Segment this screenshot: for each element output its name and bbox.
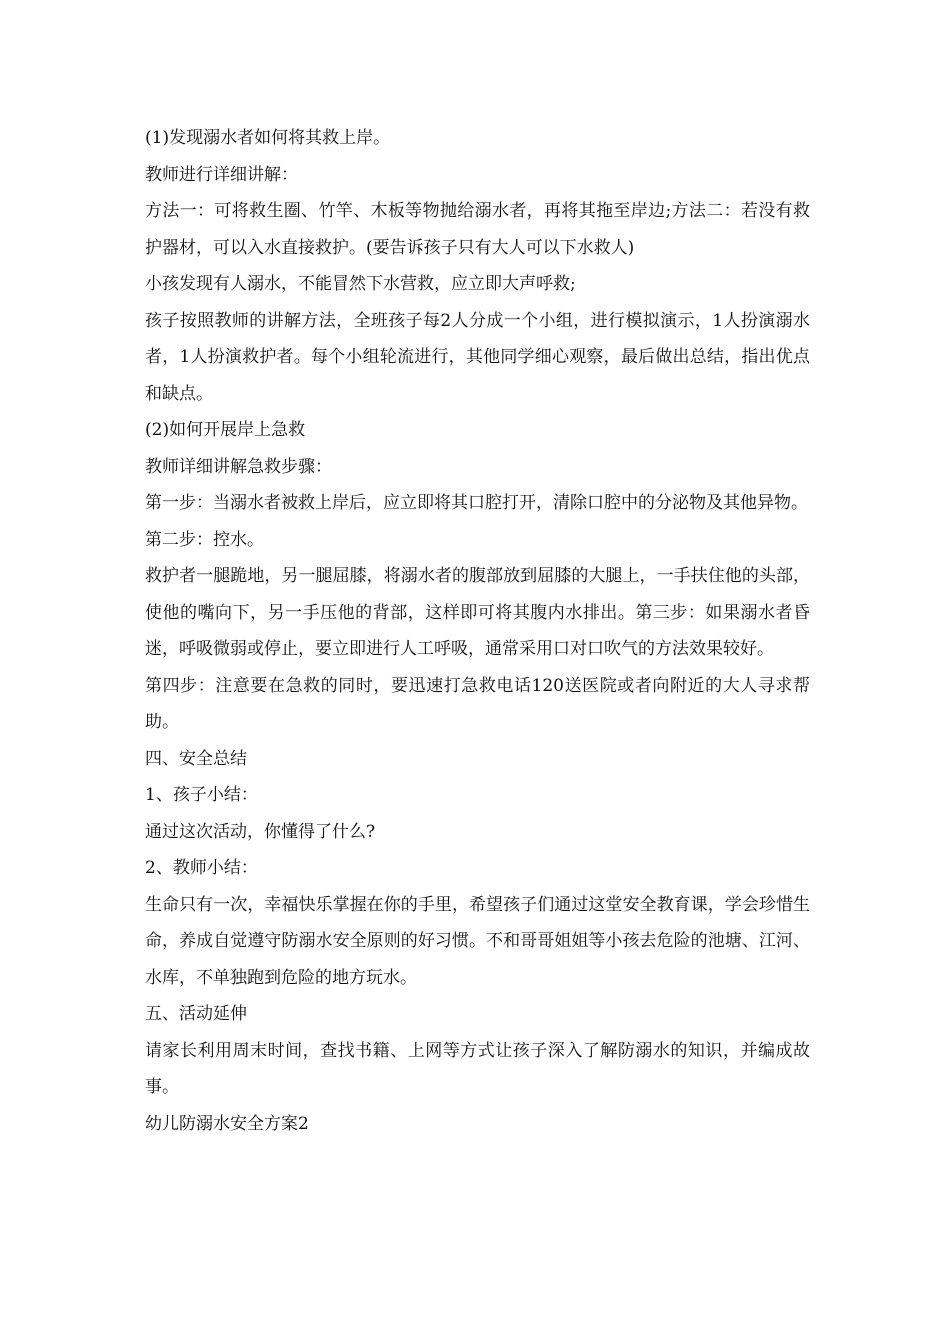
paragraph-first-aid-steps-intro: 教师详细讲解急救步骤： (145, 456, 332, 477)
paragraph-teacher-summary: 生命只有一次，幸福快乐掌握在你的手里，希望孩子们通过这堂安全教育课，学会珍惜生命，养成自觉遵守防溺水安全原则的好习惯。不和哥哥姐姐等小孩去危险的池塘、江河、水库，不单独跑到危险的地方玩水。 (145, 894, 810, 988)
paragraph-step-two: 第二步：控水。 (145, 529, 264, 550)
paragraph-rescue-heading: (1)发现溺水者如何将其救上岸。 (145, 128, 391, 148)
paragraph-step-one: 第一步：当溺水者被救上岸后，应立即将其口腔打开，清除口腔中的分泌物及其他异物。 (145, 493, 808, 513)
paragraph-teacher-summary-label: 2、教师小结： (145, 858, 258, 878)
paragraph-group-demo: 孩子按照教师的讲解方法，全班孩子每2人分成一个小组，进行模拟演示，1人扮演溺水者，1人扮演救护者。每个小组轮流进行，其他同学细心观察，最后做出总结，指出优点和缺点。 (145, 310, 810, 404)
paragraph-call-for-help: 小孩发现有人溺水，不能冒然下水营救，应立即大声呼救; (145, 274, 576, 294)
paragraph-drain-water: 救护者一腿跪地，另一腿屈膝，将溺水者的腹部放到屈膝的大腿上，一手扶住他的头部，使他的嘴向下，另一手压他的背部，这样即可将其腹内水排出。第三步：如果溺水者昏迷，呼吸微弱或停止，要立即进行人工呼吸，通常采用口对口吹气的方法效果较好。 (145, 566, 810, 659)
section-heading-activity-extension: 五、活动延伸 (145, 1004, 247, 1024)
paragraph-teacher-explains: 教师进行详细讲解： (145, 164, 298, 185)
paragraph-rescue-methods: 方法一：可将救生圈、竹竿、木板等物抛给溺水者，再将其拖至岸边;方法二：若没有救护器材，可以入水直接救护。(要告诉孩子只有大人可以下水救人) (145, 201, 810, 258)
paragraph-first-aid-heading: (2)如何开展岸上急救 (145, 420, 306, 440)
paragraph-child-summary-question: 通过这次活动，你懂得了什么? (145, 821, 376, 842)
document-section-title: 幼儿防溺水安全方案2 (145, 1113, 309, 1134)
paragraph-step-four: 第四步：注意要在急救的同时，要迅速打急救电话120送医院或者向附近的大人寻求帮助。 (145, 675, 810, 732)
section-heading-safety-summary: 四、安全总结 (145, 748, 247, 769)
paragraph-parent-activity: 请家长利用周末时间，查找书籍、上网等方式让孩子深入了解防溺水的知识，并编成故事。 (145, 1040, 810, 1097)
document-body (145, 120, 810, 1142)
paragraph-child-summary-label: 1、孩子小结： (145, 785, 258, 805)
